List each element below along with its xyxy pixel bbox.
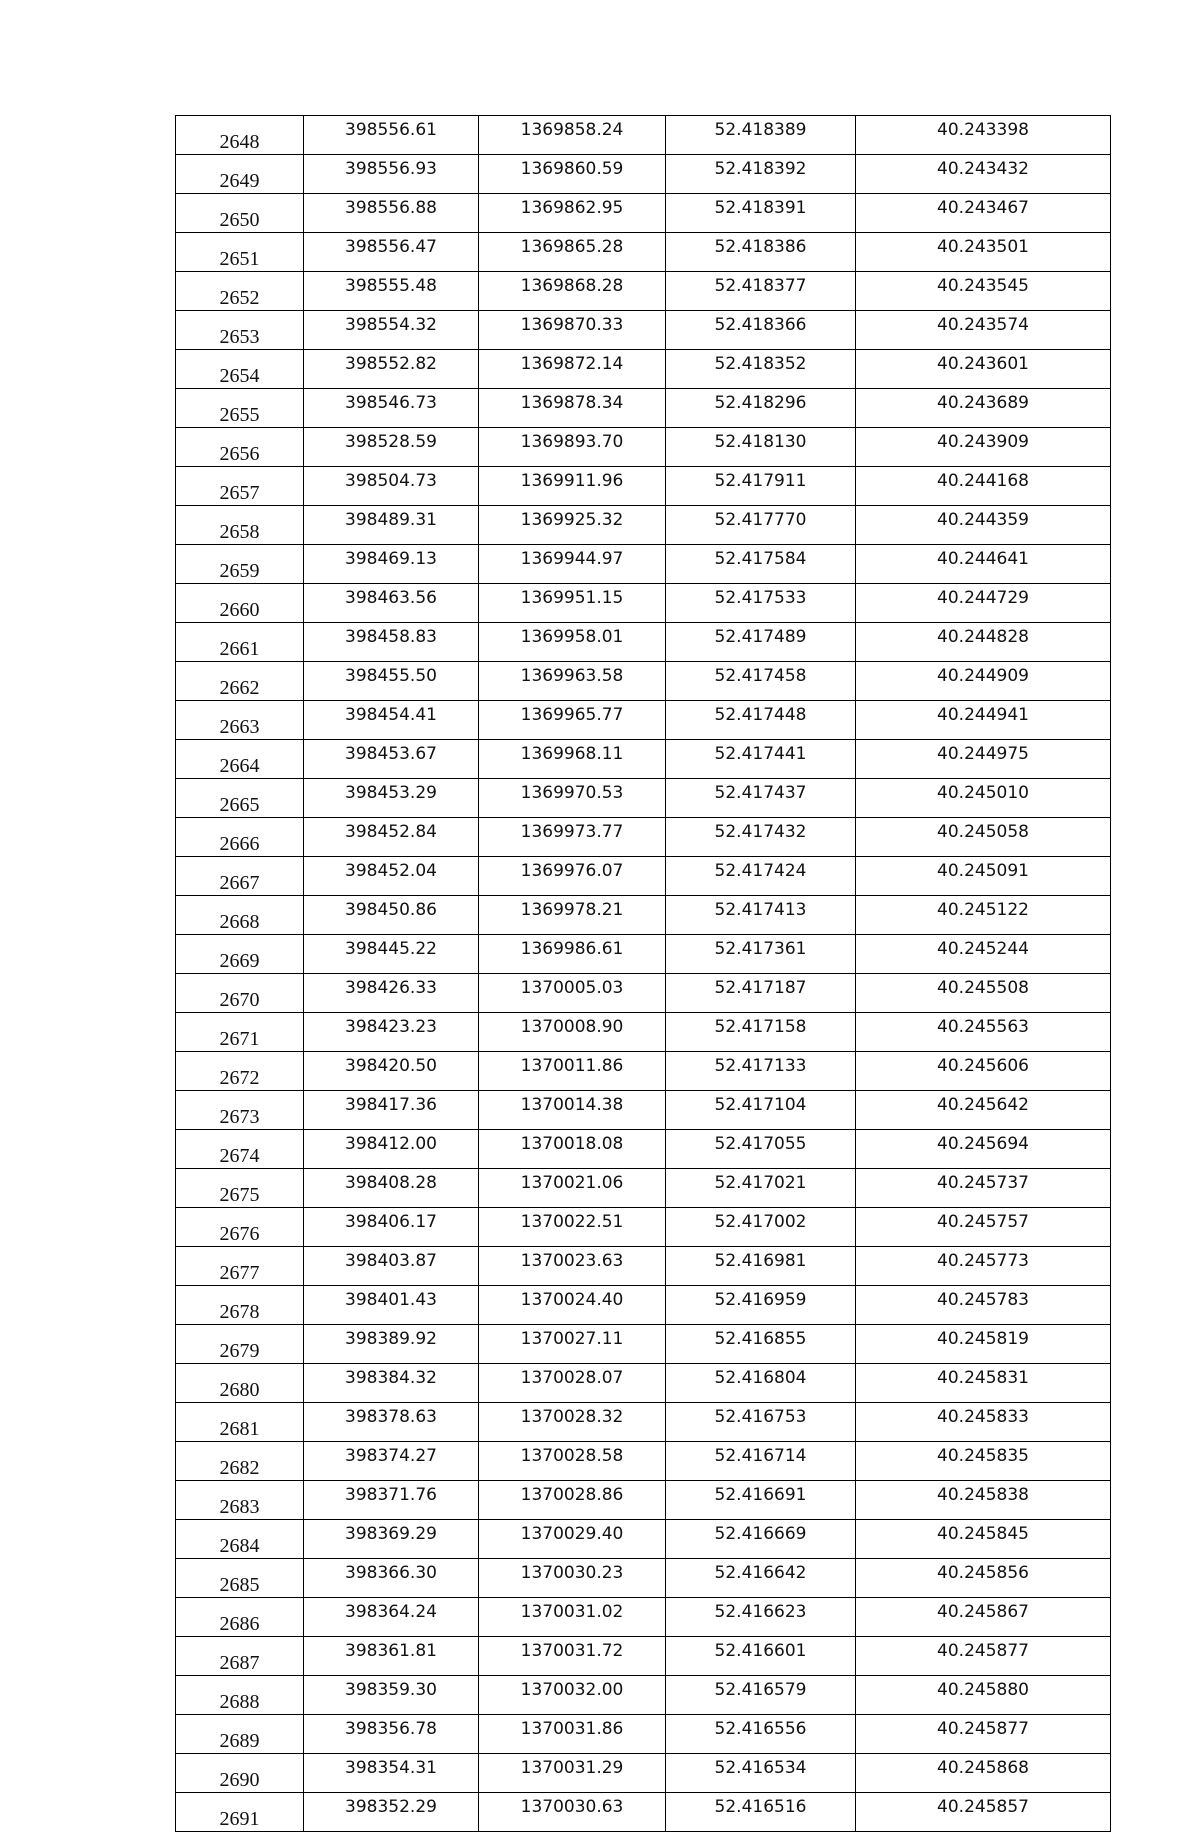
latitude-cell: 52.417458	[666, 662, 856, 701]
y-coordinate-cell: 1370031.29	[479, 1754, 666, 1793]
x-coordinate-cell: 398445.22	[304, 935, 479, 974]
table-row	[176, 662, 1111, 701]
table-row	[176, 1247, 1111, 1286]
longitude-cell: 40.245757	[856, 1208, 1111, 1247]
longitude-cell: 40.245058	[856, 818, 1111, 857]
point-number-cell: 2650	[176, 194, 304, 233]
latitude-cell: 52.418352	[666, 350, 856, 389]
y-coordinate-cell: 1369862.95	[479, 194, 666, 233]
latitude-cell: 52.418366	[666, 311, 856, 350]
table-row	[176, 116, 1111, 155]
latitude-cell: 52.416959	[666, 1286, 856, 1325]
table-row	[176, 779, 1111, 818]
point-number-cell: 2666	[176, 818, 304, 857]
latitude-cell: 52.416556	[666, 1715, 856, 1754]
latitude-cell: 52.416669	[666, 1520, 856, 1559]
y-coordinate-cell: 1370031.02	[479, 1598, 666, 1637]
x-coordinate-cell: 398412.00	[304, 1130, 479, 1169]
x-coordinate-cell: 398458.83	[304, 623, 479, 662]
table-row	[176, 506, 1111, 545]
x-coordinate-cell: 398453.29	[304, 779, 479, 818]
point-number-cell: 2648	[176, 116, 304, 155]
table-row	[176, 974, 1111, 1013]
table-row	[176, 1364, 1111, 1403]
latitude-cell: 52.418391	[666, 194, 856, 233]
latitude-cell: 52.418296	[666, 389, 856, 428]
y-coordinate-cell: 1369858.24	[479, 116, 666, 155]
table-row	[176, 1715, 1111, 1754]
latitude-cell: 52.417002	[666, 1208, 856, 1247]
table-row	[176, 896, 1111, 935]
point-number-cell: 2659	[176, 545, 304, 584]
latitude-cell: 52.418389	[666, 116, 856, 155]
longitude-cell: 40.244359	[856, 506, 1111, 545]
table-row	[176, 1559, 1111, 1598]
x-coordinate-cell: 398369.29	[304, 1520, 479, 1559]
latitude-cell: 52.417489	[666, 623, 856, 662]
table-row	[176, 1325, 1111, 1364]
point-number-cell: 2688	[176, 1676, 304, 1715]
table-row	[176, 1442, 1111, 1481]
x-coordinate-cell: 398420.50	[304, 1052, 479, 1091]
latitude-cell: 52.416534	[666, 1754, 856, 1793]
point-number-cell: 2671	[176, 1013, 304, 1052]
point-number-cell: 2680	[176, 1364, 304, 1403]
table-row	[176, 818, 1111, 857]
y-coordinate-cell: 1370031.72	[479, 1637, 666, 1676]
point-number-cell: 2665	[176, 779, 304, 818]
longitude-cell: 40.244729	[856, 584, 1111, 623]
y-coordinate-cell: 1369868.28	[479, 272, 666, 311]
x-coordinate-cell: 398454.41	[304, 701, 479, 740]
x-coordinate-cell: 398352.29	[304, 1793, 479, 1832]
longitude-cell: 40.245845	[856, 1520, 1111, 1559]
x-coordinate-cell: 398401.43	[304, 1286, 479, 1325]
longitude-cell: 40.245877	[856, 1637, 1111, 1676]
point-number-cell: 2653	[176, 311, 304, 350]
latitude-cell: 52.417437	[666, 779, 856, 818]
point-number-cell: 2656	[176, 428, 304, 467]
point-number-cell: 2657	[176, 467, 304, 506]
longitude-cell: 40.245831	[856, 1364, 1111, 1403]
x-coordinate-cell: 398452.04	[304, 857, 479, 896]
longitude-cell: 40.244941	[856, 701, 1111, 740]
point-number-cell: 2672	[176, 1052, 304, 1091]
y-coordinate-cell: 1370008.90	[479, 1013, 666, 1052]
latitude-cell: 52.417911	[666, 467, 856, 506]
point-number-cell: 2670	[176, 974, 304, 1013]
point-number-cell: 2678	[176, 1286, 304, 1325]
y-coordinate-cell: 1369968.11	[479, 740, 666, 779]
table-row	[176, 467, 1111, 506]
point-number-cell: 2669	[176, 935, 304, 974]
table-row	[176, 1754, 1111, 1793]
point-number-cell: 2682	[176, 1442, 304, 1481]
point-number-cell: 2649	[176, 155, 304, 194]
point-number-cell: 2689	[176, 1715, 304, 1754]
table-row	[176, 1130, 1111, 1169]
x-coordinate-cell: 398364.24	[304, 1598, 479, 1637]
point-number-cell: 2662	[176, 662, 304, 701]
latitude-cell: 52.417441	[666, 740, 856, 779]
point-number-cell: 2687	[176, 1637, 304, 1676]
point-number-cell: 2681	[176, 1403, 304, 1442]
longitude-cell: 40.245010	[856, 779, 1111, 818]
y-coordinate-cell: 1370024.40	[479, 1286, 666, 1325]
table-row	[176, 1637, 1111, 1676]
y-coordinate-cell: 1369872.14	[479, 350, 666, 389]
y-coordinate-cell: 1370005.03	[479, 974, 666, 1013]
y-coordinate-cell: 1369965.77	[479, 701, 666, 740]
point-number-cell: 2683	[176, 1481, 304, 1520]
x-coordinate-cell: 398455.50	[304, 662, 479, 701]
table-row	[176, 155, 1111, 194]
y-coordinate-cell: 1369978.21	[479, 896, 666, 935]
table-row	[176, 1676, 1111, 1715]
y-coordinate-cell: 1369986.61	[479, 935, 666, 974]
latitude-cell: 52.418392	[666, 155, 856, 194]
point-number-cell: 2655	[176, 389, 304, 428]
point-number-cell: 2658	[176, 506, 304, 545]
point-number-cell: 2675	[176, 1169, 304, 1208]
point-number-cell: 2684	[176, 1520, 304, 1559]
point-number-cell: 2686	[176, 1598, 304, 1637]
latitude-cell: 52.417448	[666, 701, 856, 740]
x-coordinate-cell: 398556.88	[304, 194, 479, 233]
latitude-cell: 52.417133	[666, 1052, 856, 1091]
longitude-cell: 40.243432	[856, 155, 1111, 194]
latitude-cell: 52.416516	[666, 1793, 856, 1832]
x-coordinate-cell: 398417.36	[304, 1091, 479, 1130]
y-coordinate-cell: 1369963.58	[479, 662, 666, 701]
y-coordinate-cell: 1369976.07	[479, 857, 666, 896]
longitude-cell: 40.245838	[856, 1481, 1111, 1520]
longitude-cell: 40.243398	[856, 116, 1111, 155]
table-row	[176, 311, 1111, 350]
latitude-cell: 52.417104	[666, 1091, 856, 1130]
point-number-cell: 2685	[176, 1559, 304, 1598]
longitude-cell: 40.245244	[856, 935, 1111, 974]
table-row	[176, 1208, 1111, 1247]
y-coordinate-cell: 1369970.53	[479, 779, 666, 818]
longitude-cell: 40.245833	[856, 1403, 1111, 1442]
longitude-cell: 40.243501	[856, 233, 1111, 272]
longitude-cell: 40.245819	[856, 1325, 1111, 1364]
longitude-cell: 40.245642	[856, 1091, 1111, 1130]
y-coordinate-cell: 1370021.06	[479, 1169, 666, 1208]
latitude-cell: 52.417187	[666, 974, 856, 1013]
table-row	[176, 428, 1111, 467]
latitude-cell: 52.417158	[666, 1013, 856, 1052]
latitude-cell: 52.417055	[666, 1130, 856, 1169]
latitude-cell: 52.417432	[666, 818, 856, 857]
longitude-cell: 40.245783	[856, 1286, 1111, 1325]
x-coordinate-cell: 398546.73	[304, 389, 479, 428]
longitude-cell: 40.245835	[856, 1442, 1111, 1481]
y-coordinate-cell: 1370028.07	[479, 1364, 666, 1403]
table-row	[176, 272, 1111, 311]
longitude-cell: 40.243601	[856, 350, 1111, 389]
y-coordinate-cell: 1369860.59	[479, 155, 666, 194]
latitude-cell: 52.416981	[666, 1247, 856, 1286]
y-coordinate-cell: 1370022.51	[479, 1208, 666, 1247]
longitude-cell: 40.245867	[856, 1598, 1111, 1637]
point-number-cell: 2651	[176, 233, 304, 272]
x-coordinate-cell: 398406.17	[304, 1208, 479, 1247]
longitude-cell: 40.245091	[856, 857, 1111, 896]
longitude-cell: 40.244168	[856, 467, 1111, 506]
x-coordinate-cell: 398403.87	[304, 1247, 479, 1286]
y-coordinate-cell: 1370018.08	[479, 1130, 666, 1169]
longitude-cell: 40.245737	[856, 1169, 1111, 1208]
latitude-cell: 52.416601	[666, 1637, 856, 1676]
longitude-cell: 40.243545	[856, 272, 1111, 311]
x-coordinate-cell: 398371.76	[304, 1481, 479, 1520]
longitude-cell: 40.243909	[856, 428, 1111, 467]
longitude-cell: 40.244975	[856, 740, 1111, 779]
table-row	[176, 1286, 1111, 1325]
point-number-cell: 2661	[176, 623, 304, 662]
x-coordinate-cell: 398453.67	[304, 740, 479, 779]
y-coordinate-cell: 1369925.32	[479, 506, 666, 545]
x-coordinate-cell: 398463.56	[304, 584, 479, 623]
table-row	[176, 584, 1111, 623]
longitude-cell: 40.245877	[856, 1715, 1111, 1754]
point-number-cell: 2654	[176, 350, 304, 389]
longitude-cell: 40.245508	[856, 974, 1111, 1013]
latitude-cell: 52.417770	[666, 506, 856, 545]
table-row	[176, 1013, 1111, 1052]
x-coordinate-cell: 398489.31	[304, 506, 479, 545]
longitude-cell: 40.245563	[856, 1013, 1111, 1052]
table-row	[176, 1793, 1111, 1832]
x-coordinate-cell: 398361.81	[304, 1637, 479, 1676]
point-number-cell: 2668	[176, 896, 304, 935]
table-row	[176, 701, 1111, 740]
table-row	[176, 1052, 1111, 1091]
point-number-cell: 2663	[176, 701, 304, 740]
x-coordinate-cell: 398469.13	[304, 545, 479, 584]
y-coordinate-cell: 1370030.23	[479, 1559, 666, 1598]
table-row	[176, 1520, 1111, 1559]
x-coordinate-cell: 398426.33	[304, 974, 479, 1013]
x-coordinate-cell: 398528.59	[304, 428, 479, 467]
latitude-cell: 52.417361	[666, 935, 856, 974]
table-row	[176, 1598, 1111, 1637]
table-row	[176, 1481, 1111, 1520]
latitude-cell: 52.416804	[666, 1364, 856, 1403]
y-coordinate-cell: 1370011.86	[479, 1052, 666, 1091]
x-coordinate-cell: 398556.61	[304, 116, 479, 155]
latitude-cell: 52.417584	[666, 545, 856, 584]
latitude-cell: 52.416623	[666, 1598, 856, 1637]
latitude-cell: 52.417413	[666, 896, 856, 935]
point-number-cell: 2660	[176, 584, 304, 623]
y-coordinate-cell: 1370031.86	[479, 1715, 666, 1754]
longitude-cell: 40.245694	[856, 1130, 1111, 1169]
coordinates-table-body	[176, 116, 1111, 1832]
longitude-cell: 40.243467	[856, 194, 1111, 233]
longitude-cell: 40.245857	[856, 1793, 1111, 1832]
latitude-cell: 52.418386	[666, 233, 856, 272]
point-number-cell: 2676	[176, 1208, 304, 1247]
x-coordinate-cell: 398354.31	[304, 1754, 479, 1793]
coordinates-table	[175, 115, 1111, 1832]
table-row	[176, 233, 1111, 272]
x-coordinate-cell: 398556.93	[304, 155, 479, 194]
table-row	[176, 545, 1111, 584]
y-coordinate-cell: 1370014.38	[479, 1091, 666, 1130]
longitude-cell: 40.244909	[856, 662, 1111, 701]
y-coordinate-cell: 1369911.96	[479, 467, 666, 506]
longitude-cell: 40.245880	[856, 1676, 1111, 1715]
table-row	[176, 857, 1111, 896]
y-coordinate-cell: 1369944.97	[479, 545, 666, 584]
longitude-cell: 40.243574	[856, 311, 1111, 350]
table-row	[176, 194, 1111, 233]
y-coordinate-cell: 1369865.28	[479, 233, 666, 272]
x-coordinate-cell: 398378.63	[304, 1403, 479, 1442]
longitude-cell: 40.245868	[856, 1754, 1111, 1793]
longitude-cell: 40.245122	[856, 896, 1111, 935]
y-coordinate-cell: 1370028.32	[479, 1403, 666, 1442]
point-number-cell: 2691	[176, 1793, 304, 1832]
x-coordinate-cell: 398389.92	[304, 1325, 479, 1364]
x-coordinate-cell: 398384.32	[304, 1364, 479, 1403]
point-number-cell: 2667	[176, 857, 304, 896]
y-coordinate-cell: 1370027.11	[479, 1325, 666, 1364]
y-coordinate-cell: 1369958.01	[479, 623, 666, 662]
latitude-cell: 52.416714	[666, 1442, 856, 1481]
point-number-cell: 2679	[176, 1325, 304, 1364]
table-row	[176, 740, 1111, 779]
table-row	[176, 1169, 1111, 1208]
x-coordinate-cell: 398555.48	[304, 272, 479, 311]
point-number-cell: 2664	[176, 740, 304, 779]
x-coordinate-cell: 398504.73	[304, 467, 479, 506]
y-coordinate-cell: 1369878.34	[479, 389, 666, 428]
latitude-cell: 52.416855	[666, 1325, 856, 1364]
y-coordinate-cell: 1370028.58	[479, 1442, 666, 1481]
latitude-cell: 52.418377	[666, 272, 856, 311]
point-number-cell: 2690	[176, 1754, 304, 1793]
y-coordinate-cell: 1370023.63	[479, 1247, 666, 1286]
latitude-cell: 52.417424	[666, 857, 856, 896]
y-coordinate-cell: 1369973.77	[479, 818, 666, 857]
x-coordinate-cell: 398552.82	[304, 350, 479, 389]
table-row	[176, 389, 1111, 428]
x-coordinate-cell: 398408.28	[304, 1169, 479, 1208]
longitude-cell: 40.244828	[856, 623, 1111, 662]
point-number-cell: 2652	[176, 272, 304, 311]
x-coordinate-cell: 398356.78	[304, 1715, 479, 1754]
latitude-cell: 52.418130	[666, 428, 856, 467]
y-coordinate-cell: 1370032.00	[479, 1676, 666, 1715]
table-row	[176, 623, 1111, 662]
longitude-cell: 40.245856	[856, 1559, 1111, 1598]
x-coordinate-cell: 398423.23	[304, 1013, 479, 1052]
longitude-cell: 40.245606	[856, 1052, 1111, 1091]
x-coordinate-cell: 398374.27	[304, 1442, 479, 1481]
latitude-cell: 52.416691	[666, 1481, 856, 1520]
y-coordinate-cell: 1369893.70	[479, 428, 666, 467]
y-coordinate-cell: 1370029.40	[479, 1520, 666, 1559]
x-coordinate-cell: 398556.47	[304, 233, 479, 272]
x-coordinate-cell: 398450.86	[304, 896, 479, 935]
point-number-cell: 2673	[176, 1091, 304, 1130]
longitude-cell: 40.245773	[856, 1247, 1111, 1286]
longitude-cell: 40.244641	[856, 545, 1111, 584]
latitude-cell: 52.416579	[666, 1676, 856, 1715]
table-row	[176, 1403, 1111, 1442]
table-row	[176, 935, 1111, 974]
y-coordinate-cell: 1370028.86	[479, 1481, 666, 1520]
table-row	[176, 1091, 1111, 1130]
x-coordinate-cell: 398359.30	[304, 1676, 479, 1715]
point-number-cell: 2674	[176, 1130, 304, 1169]
latitude-cell: 52.416642	[666, 1559, 856, 1598]
table-row	[176, 350, 1111, 389]
longitude-cell: 40.243689	[856, 389, 1111, 428]
latitude-cell: 52.416753	[666, 1403, 856, 1442]
x-coordinate-cell: 398452.84	[304, 818, 479, 857]
latitude-cell: 52.417533	[666, 584, 856, 623]
y-coordinate-cell: 1370030.63	[479, 1793, 666, 1832]
y-coordinate-cell: 1369951.15	[479, 584, 666, 623]
latitude-cell: 52.417021	[666, 1169, 856, 1208]
x-coordinate-cell: 398554.32	[304, 311, 479, 350]
y-coordinate-cell: 1369870.33	[479, 311, 666, 350]
point-number-cell: 2677	[176, 1247, 304, 1286]
x-coordinate-cell: 398366.30	[304, 1559, 479, 1598]
